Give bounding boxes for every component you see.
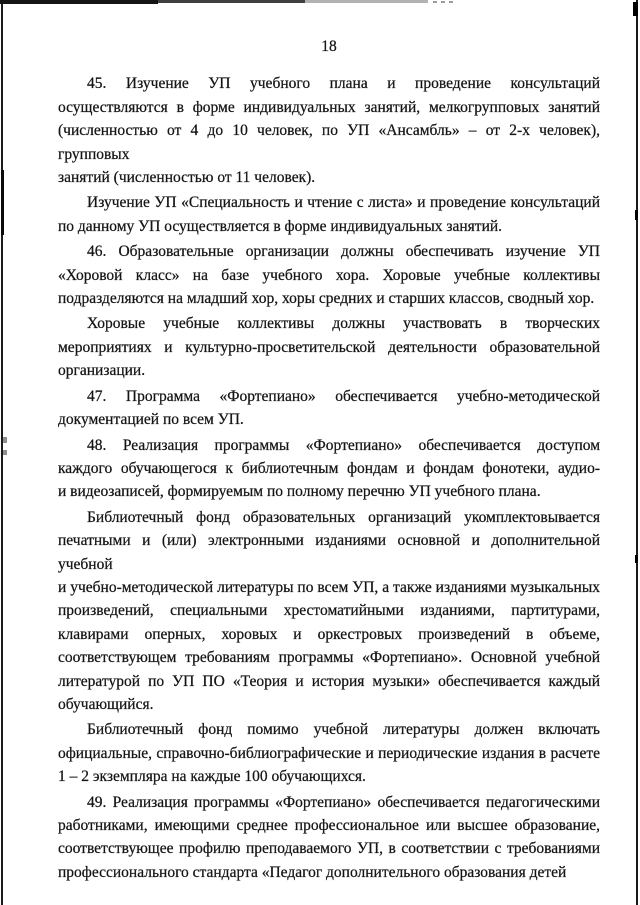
- paragraph: [58, 791, 600, 885]
- text-line: Библиотечный фонд образовательных организаций укомплектовывается: [87, 508, 600, 526]
- paragraph: [58, 385, 600, 432]
- text-line: (численностью от 4 до 10 человек, по УП «Ансамбль» – от 2-х человек), групповых: [58, 122, 600, 163]
- text-line: 48. Реализация программы «Фортепиано» обеспечивается доступом: [87, 436, 600, 454]
- scan-left-speck: [3, 450, 7, 455]
- text-line: «Хоровой класс» на базе учебного хора. Хоровые учебные коллективы: [58, 266, 600, 284]
- text-line: осуществляются в форме индивидуальных занятий, мелкогрупповых занятий: [58, 98, 600, 116]
- text-line: профессионального стандарта «Педагог дополнительного образования детей: [58, 863, 567, 881]
- text-line: Изучение УП «Специальность и чтение с листа» и проведение консультаций: [87, 194, 600, 212]
- paragraph: [58, 506, 600, 717]
- page-number: 18: [321, 38, 337, 55]
- scan-right-tick: [635, 555, 638, 563]
- page-content: [58, 0, 600, 886]
- text-line: организации.: [58, 362, 146, 380]
- text-line: работниками, имеющими среднее профессиональное или высшее образование,: [58, 817, 600, 834]
- scan-right-tick: [635, 210, 638, 220]
- text-line: занятий (численностью от 11 человек).: [58, 169, 316, 187]
- text-line: клавирами оперных, хоровых и оркестровых произведений в объеме,: [58, 625, 600, 643]
- scan-edge-left-mark: [1, 170, 4, 235]
- paragraph: [58, 312, 600, 382]
- text-line: Хоровые учебные коллективы должны участвовать в творческих: [87, 315, 600, 333]
- document-body: [58, 72, 600, 884]
- scan-edge-right-line: [636, 0, 638, 905]
- text-line: и видеозаписей, формируемым по полному перечню УП учебного плана.: [58, 483, 541, 501]
- text-line: документацией по всем УП.: [58, 411, 244, 429]
- text-line: соответствующем требованиям программы «Фортепиано». Основной учебной: [58, 649, 600, 667]
- text-line: мероприятиях и культурно-просветительской деятельности образовательной: [58, 338, 600, 356]
- text-line: по данному УП осуществляется в форме индивидуальных занятий.: [58, 217, 503, 235]
- text-line: официальные, справочно-библиографические и периодические издания в расчете: [58, 744, 600, 762]
- text-line: каждого обучающегося к библиотечным фондам и фондам фонотеки, аудио-: [58, 459, 600, 477]
- text-line: и учебно-методической литературы по всем УП, а также изданиями музыкальных: [58, 578, 600, 596]
- text-line: литературой по УП ПО «Теория и история музыки» обеспечивается каждый: [58, 672, 600, 690]
- text-line: 1 – 2 экземпляра на каждые 100 обучающихся.: [58, 768, 366, 786]
- text-line: обучающийся.: [58, 695, 154, 713]
- paragraph: [58, 72, 600, 189]
- paragraph: [58, 718, 600, 788]
- scan-left-speck: [3, 437, 7, 443]
- paragraph: [58, 240, 600, 310]
- text-line: 47. Программа «Фортепиано» обеспечивается учебно-методической: [87, 387, 600, 405]
- text-line: Библиотечный фонд помимо учебной литературы должен включать: [87, 721, 600, 739]
- text-line: произведений, специальными хрестоматийными изданиями, партитурами,: [58, 602, 600, 620]
- text-line: 46. Образовательные организации должны обеспечивать изучение УП: [87, 243, 600, 261]
- paragraph: [58, 434, 600, 504]
- text-line: подразделяются на младший хор, хоры средних и старших классов, сводный хор.: [58, 290, 595, 308]
- scan-corner-mark: [633, 2, 638, 16]
- text-line: 45. Изучение УП учебного плана и проведение консультаций: [87, 75, 600, 93]
- text-line: печатными и (или) электронными изданиями основной и дополнительной учебной: [58, 532, 600, 573]
- paragraph: [58, 191, 600, 238]
- text-line: 49. Реализация программы «Фортепиано» обеспечивается педагогическими: [87, 793, 600, 811]
- text-line: соответствующее профилю преподаваемого УП, в соответствии с требованиями: [58, 840, 600, 858]
